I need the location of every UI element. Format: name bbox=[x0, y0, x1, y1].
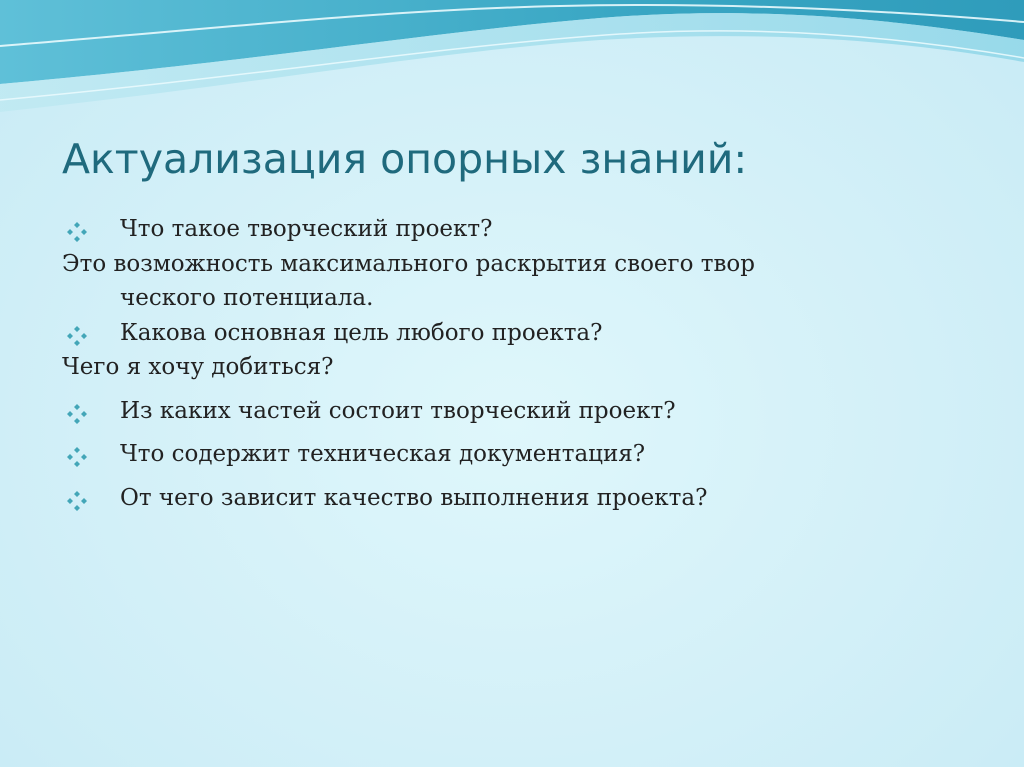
answer-text: Это возможность максимального раскрытия своего твор bbox=[62, 250, 755, 277]
bullet-item bbox=[62, 316, 1002, 351]
four-diamond-bullet-icon bbox=[66, 446, 88, 468]
bullet-text: Что содержит техническая документация? bbox=[120, 441, 646, 467]
bullet-item bbox=[62, 394, 1002, 429]
slide-title: Актуализация опорных знаний: bbox=[62, 135, 748, 183]
bullet-item bbox=[62, 212, 1002, 247]
bullet-text: От чего зависит качество выполнения проекта? bbox=[120, 484, 708, 511]
four-diamond-bullet-icon bbox=[66, 403, 88, 425]
slide-body bbox=[62, 212, 1002, 515]
bullet-text: Из каких частей состоит творческий проект? bbox=[120, 397, 676, 424]
bullet-text: Что такое творческий проект? bbox=[120, 216, 493, 242]
wave-decoration bbox=[0, 0, 1024, 130]
answer-text: Чего я хочу добиться? bbox=[62, 354, 334, 380]
four-diamond-bullet-icon bbox=[66, 490, 88, 512]
bullet-text: Какова основная цель любого проекта? bbox=[120, 319, 603, 346]
answer-text-continuation: ческого потенциала. bbox=[120, 285, 374, 311]
bullet-item bbox=[62, 437, 1002, 472]
bullet-item bbox=[62, 481, 1002, 516]
four-diamond-bullet-icon bbox=[66, 221, 88, 243]
four-diamond-bullet-icon bbox=[66, 325, 88, 347]
